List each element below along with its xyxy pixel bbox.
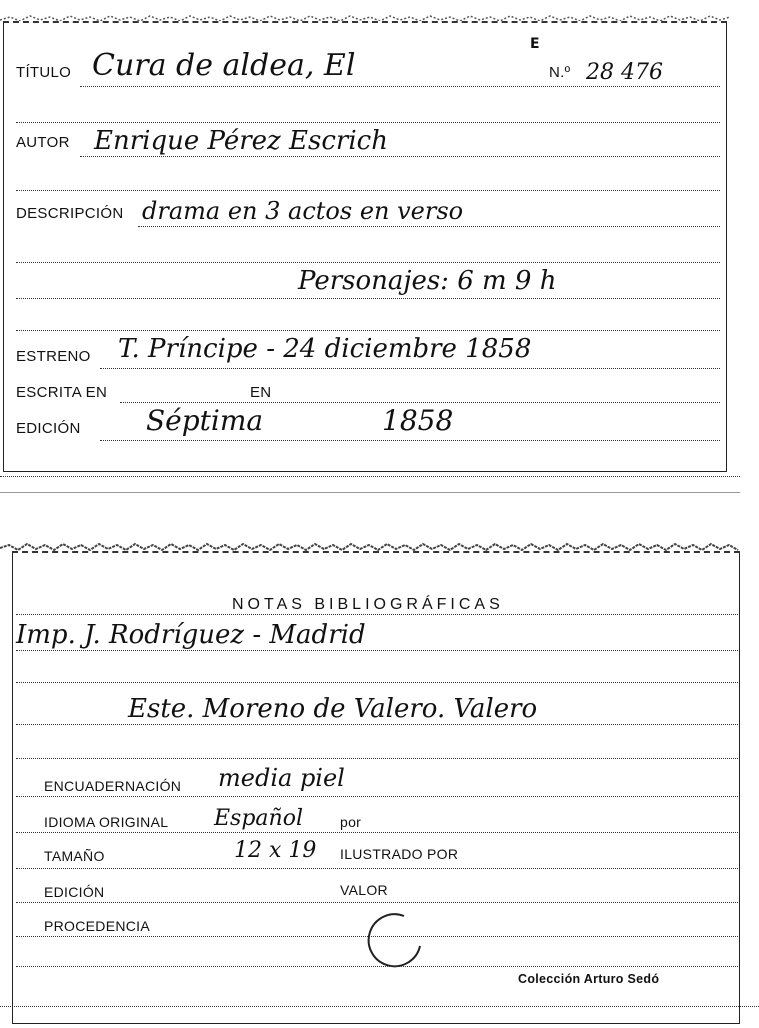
autor-underline [80, 156, 720, 157]
descripcion-line [138, 226, 720, 227]
estreno-label: ESTRENO [16, 348, 91, 365]
note-line-1: Imp. J. Rodríguez - Madrid [16, 620, 366, 650]
tamano-value: 12 x 19 [234, 838, 317, 863]
idioma-label: IDIOMA ORIGINAL [44, 814, 169, 830]
notas-line-4 [16, 724, 738, 725]
titulo-label: TÍTULO [16, 64, 72, 81]
coleccion-footer: Colección Arturo Sedó [518, 972, 660, 986]
separator-line-1 [16, 190, 720, 191]
edicion-value: Séptima [146, 404, 264, 437]
stamp-circle [364, 912, 428, 972]
encuadernacion-label: ENCUADERNACIÓN [44, 778, 182, 794]
notas-heading: NOTAS BIBLIOGRÁFICAS [232, 596, 504, 613]
notas-line-3 [16, 682, 738, 683]
estreno-value: T. Príncipe - 24 diciembre 1858 [118, 334, 532, 364]
idioma-value: Español [214, 806, 303, 831]
encuadernacion-value: media piel [218, 764, 345, 792]
bottom-edge-line [0, 1006, 759, 1007]
separator-line-2 [16, 262, 720, 263]
titulo-line [80, 86, 720, 87]
footer-line [16, 966, 738, 967]
escrita-label: ESCRITA EN [16, 384, 108, 401]
edicion-line [100, 440, 720, 441]
autor-label: AUTOR [16, 134, 70, 151]
idioma-line [16, 832, 738, 833]
note-line-2: Este. Moreno de Valero. Valero [128, 694, 538, 724]
personajes-value: Personajes: 6 m 9 h [298, 266, 557, 296]
separator-line-3 [16, 298, 720, 299]
encuadernacion-line [16, 796, 738, 797]
top-catalog-card [3, 21, 727, 472]
top-card-bottom-edge-2 [0, 492, 740, 493]
autor-value: Enrique Pérez Escrich [94, 126, 388, 156]
bottom-edicion-label: EDICIÓN [44, 884, 105, 900]
corner-mark: E [530, 36, 540, 52]
tamano-label: TAMAÑO [44, 848, 105, 864]
ilustrado-label: ILUSTRADO POR [340, 846, 459, 862]
notas-line-1 [16, 614, 738, 615]
escrita-line [120, 402, 720, 403]
separator-line-4 [16, 330, 720, 331]
notas-line-2 [16, 650, 738, 651]
descripcion-label: DESCRIPCIÓN [16, 205, 124, 222]
autor-line [16, 122, 720, 123]
top-card-bottom-edge [0, 476, 740, 477]
edicion-label: EDICIÓN [16, 420, 81, 437]
edicion-bottom-line [16, 902, 738, 903]
edicion-year: 1858 [382, 404, 454, 437]
notas-line-5 [16, 758, 738, 759]
descripcion-value: drama en 3 actos en verso [142, 197, 464, 225]
estreno-line [100, 368, 720, 369]
numero-label: N.º [549, 64, 571, 81]
valor-label: VALOR [340, 882, 388, 898]
por-label: por [340, 814, 362, 830]
tamano-line [16, 868, 738, 869]
procedencia-label: PROCEDENCIA [44, 918, 150, 934]
en-label: EN [250, 384, 272, 401]
numero-value: 28 476 [586, 60, 663, 85]
titulo-value: Cura de aldea, El [92, 48, 356, 83]
